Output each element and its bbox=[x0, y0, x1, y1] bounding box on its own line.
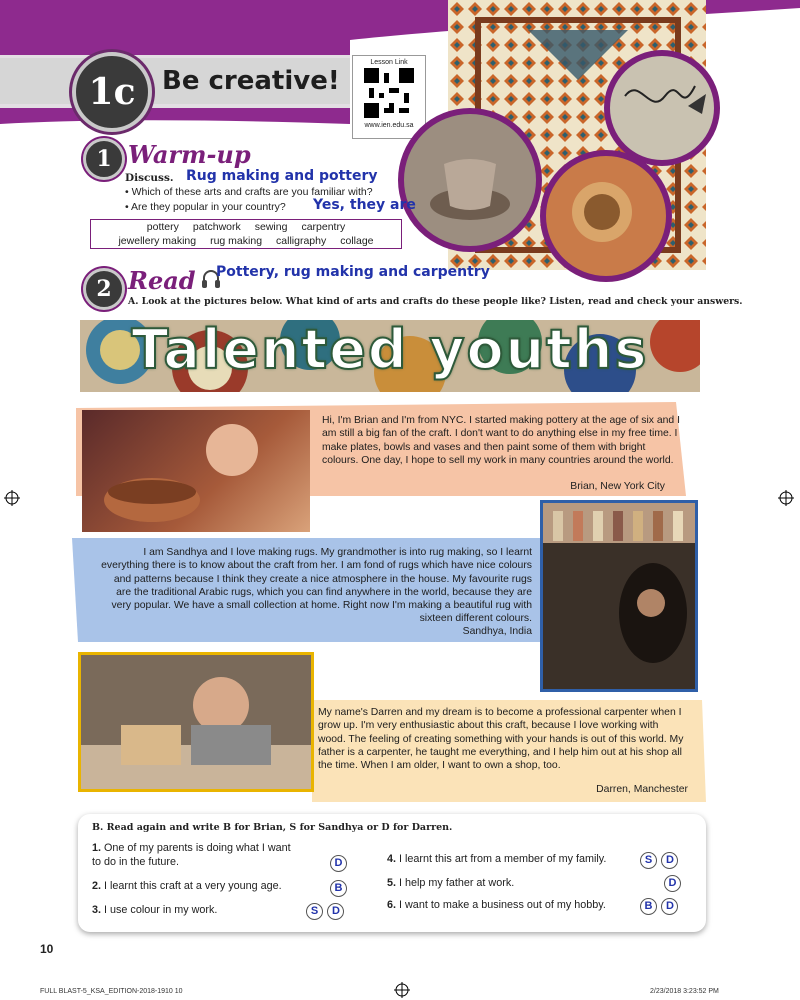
answer-circle: B bbox=[640, 898, 657, 915]
registration-mark-icon bbox=[4, 490, 20, 506]
sandhya-text: I am Sandhya and I love making rugs. My grandmother is into rug making, so I learnt everything there is to know about the craft from her. I am fond of rugs which have nice colours and patterns because I think they create a nice atmosphere in the house. My favourite rugs are the traditional Arabic rugs, which you can find anywhere in the world, because they are very popular. We have a small collection at home. Right now I'm making a beautiful rug with sixteen different colours. bbox=[101, 547, 532, 625]
word-item: collage bbox=[340, 234, 374, 247]
answer-circle: S bbox=[640, 852, 657, 869]
word-item: carpentry bbox=[301, 221, 346, 233]
sandhya-photo bbox=[540, 500, 698, 692]
brian-signature: Brian, New York City bbox=[570, 481, 665, 492]
brian-photo bbox=[82, 410, 310, 532]
item-number: 6. bbox=[387, 899, 397, 911]
item-text: One of my parents is doing what I want to do in the future. bbox=[92, 842, 291, 868]
warmup-question-1: • Which of these arts and crafts are you familiar with? bbox=[125, 186, 373, 198]
pottery-circle-photo bbox=[398, 108, 542, 252]
answer-slot-1[interactable] bbox=[330, 853, 347, 872]
item-text: I learnt this craft at a very young age. bbox=[104, 880, 282, 892]
answer-circle: D bbox=[327, 903, 344, 920]
item-text: I learnt this art from a member of my family. bbox=[399, 853, 607, 865]
item-number: 4. bbox=[387, 853, 397, 865]
answer-slot-3[interactable] bbox=[306, 901, 344, 920]
read-instruction: A. Look at the pictures below. What kind of arts and crafts do these people like? Listen, read and check your answers. bbox=[128, 296, 743, 307]
lesson-link-label: Lesson Link bbox=[370, 59, 408, 66]
registration-mark-icon bbox=[394, 982, 410, 998]
beadwork-circle-photo bbox=[540, 150, 672, 282]
word-item: patchwork bbox=[192, 221, 241, 233]
pen-icon bbox=[610, 56, 714, 160]
word-item: rug making bbox=[210, 234, 263, 247]
unit-title: Be creative! bbox=[162, 66, 340, 96]
item-text: I help my father at work. bbox=[399, 877, 515, 889]
word-row-1 bbox=[91, 221, 401, 235]
darren-text: My name's Darren and my dream is to become a professional carpenter when I grow up. I'm very enthusiastic about this craft, because I love working with wood. The feeling of creating something with your hands is out of this world. My father is a carpenter, he taught me everything, and I help him out at his shop all the time. When I am older, I want to own a shop, too. bbox=[318, 707, 684, 772]
answer-circle: D bbox=[661, 898, 678, 915]
answer-slot-5[interactable] bbox=[664, 873, 681, 892]
answer-slot-6[interactable] bbox=[640, 896, 678, 915]
discuss-label: Discuss. bbox=[125, 172, 174, 184]
answer-circle: B bbox=[330, 880, 347, 897]
sandhya-signature: Sandhya, India bbox=[462, 626, 532, 637]
exercise-b-instruction: B. Read again and write B for Brian, S for Sandhya or D for Darren. bbox=[92, 822, 453, 833]
item-number: 3. bbox=[92, 904, 102, 916]
lesson-link-url: www.ien.edu.sa bbox=[364, 122, 414, 129]
warmup-number: 1 bbox=[83, 138, 125, 180]
item-number: 1. bbox=[92, 842, 102, 854]
word-row-2 bbox=[91, 235, 401, 249]
handwritten-answer-1: Rug making and pottery bbox=[186, 168, 378, 184]
word-item: jewellery making bbox=[118, 234, 197, 247]
exercise-item-2 bbox=[92, 879, 282, 893]
footer-left: FULL BLAST-5_KSA_EDITION-2018-1910 10 bbox=[40, 988, 183, 995]
word-item: calligraphy bbox=[276, 234, 327, 247]
exercise-item-4 bbox=[387, 852, 606, 866]
handwritten-answer-3: Pottery, rug making and carpentry bbox=[216, 264, 490, 280]
warmup-title: Warm-up bbox=[128, 140, 251, 169]
brian-text: Hi, I'm Brian and I'm from NYC. I started making pottery at the age of six and I am still a big fan of the craft. I don't want to do anything else in my free time. I make plates, bowls and vases and then paint some of them with bright colours. One day, I hope to sell my work in many countries around the world. bbox=[322, 415, 680, 466]
answer-circle: D bbox=[330, 855, 347, 872]
qr-code-icon bbox=[364, 68, 414, 118]
handwritten-answer-2: Yes, they are bbox=[313, 197, 416, 213]
read-title: Read bbox=[128, 266, 196, 295]
answer-circle: D bbox=[661, 852, 678, 869]
exercise-item-5 bbox=[387, 876, 514, 890]
read-number: 2 bbox=[83, 268, 125, 310]
answer-circle: D bbox=[664, 875, 681, 892]
answer-circle: S bbox=[306, 903, 323, 920]
exercise-item-1 bbox=[92, 841, 292, 869]
registration-mark-icon bbox=[778, 490, 794, 506]
exercise-item-6 bbox=[387, 898, 606, 912]
word-box bbox=[90, 219, 402, 249]
page-number: 10 bbox=[40, 942, 54, 956]
item-text: I want to make a business out of my hobby. bbox=[399, 899, 606, 911]
calligraphy-circle-photo bbox=[604, 50, 720, 166]
item-text: I use colour in my work. bbox=[104, 904, 218, 916]
answer-slot-2[interactable] bbox=[330, 878, 347, 897]
item-number: 2. bbox=[92, 880, 102, 892]
exercise-item-3 bbox=[92, 903, 217, 917]
darren-photo bbox=[78, 652, 314, 792]
answer-slot-4[interactable] bbox=[640, 850, 678, 869]
word-item: sewing bbox=[254, 221, 288, 233]
darren-signature: Darren, Manchester bbox=[596, 784, 688, 795]
unit-badge: 1c bbox=[72, 52, 152, 132]
word-item: pottery bbox=[146, 221, 179, 233]
lesson-link-box[interactable] bbox=[352, 55, 426, 139]
footer-right: 2/23/2018 3:23:52 PM bbox=[650, 988, 719, 995]
banner-title: Talented youths bbox=[131, 318, 649, 381]
warmup-question-2: • Are they popular in your country? bbox=[125, 201, 286, 213]
item-number: 5. bbox=[387, 877, 397, 889]
